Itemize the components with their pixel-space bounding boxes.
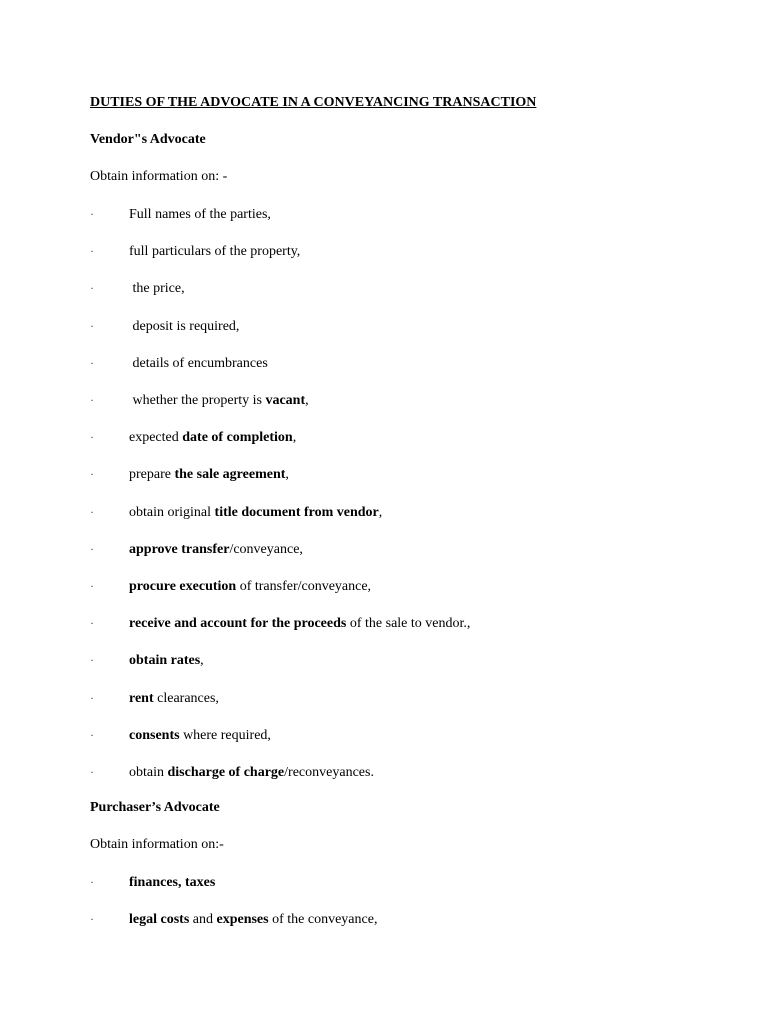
bold-text: rent <box>129 690 154 706</box>
vendor-duty-item-text <box>129 356 268 371</box>
purchaser-intro-text: Obtain information on:- <box>90 837 224 852</box>
plain-text: of transfer/conveyance, <box>236 579 372 594</box>
vendor-duty-item <box>90 577 371 596</box>
vendor-duty-item <box>90 689 219 708</box>
vendor-duty-item-text <box>129 467 289 482</box>
plain-text: , <box>292 430 297 446</box>
vendor-intro-text: Obtain information on: - <box>90 169 228 184</box>
bullet-icon: · <box>90 430 94 445</box>
plain-text: Full names of the parties, <box>129 207 271 222</box>
vendor-duty-item <box>90 651 204 670</box>
purchaser-duty-item <box>90 910 377 929</box>
bold-text: obtain rates <box>129 653 201 669</box>
vendor-duty-item-text <box>129 728 271 743</box>
bold-text: expenses <box>216 912 269 928</box>
vendor-duty-item <box>90 465 289 484</box>
vendor-duty-item <box>90 540 303 559</box>
bold-text: legal costs <box>129 912 190 928</box>
bullet-icon: · <box>90 579 94 593</box>
vendor-duty-item <box>90 726 271 745</box>
vendor-duty-item <box>90 205 271 224</box>
vendor-duty-item-text <box>129 207 271 222</box>
bold-text: consents <box>129 727 180 743</box>
vendor-duty-item <box>90 317 239 336</box>
bold-text: vacant <box>265 393 306 408</box>
bullet-icon: · <box>90 318 94 333</box>
bold-text: discharge of charge <box>167 765 285 780</box>
vendor-duty-item-text <box>129 319 239 334</box>
vendor-duty-item-text <box>129 765 374 780</box>
bullet-icon: · <box>90 467 94 482</box>
purchaser-duty-item-text <box>129 912 377 927</box>
vendor-duty-item-text <box>129 653 204 668</box>
vendor-duty-item <box>90 503 382 522</box>
bullet-icon: · <box>90 616 94 631</box>
plain-text: /conveyance, <box>229 541 303 557</box>
vendor-duty-item <box>90 428 296 447</box>
vendor-duty-item-text <box>129 244 300 259</box>
bullet-icon: · <box>90 875 94 889</box>
plain-text: , <box>305 393 309 408</box>
bold-text: approve transfer <box>129 541 230 557</box>
vendor-advocate-heading: Vendor"s Advocate <box>90 132 206 147</box>
document-title: DUTIES OF THE ADVOCATE IN A CONVEYANCING TRANSACTION <box>90 95 537 110</box>
vendor-duty-item-text <box>129 579 371 594</box>
bullet-icon: · <box>90 727 94 742</box>
bullet-icon: · <box>90 765 94 779</box>
bullet-icon: · <box>90 207 94 221</box>
bullet-icon: · <box>90 690 94 705</box>
plain-text: the price, <box>129 281 185 297</box>
plain-text: details of encumbrances <box>129 355 268 371</box>
plain-text: where required, <box>179 727 271 743</box>
bullet-icon: · <box>90 355 94 370</box>
plain-text: , <box>378 504 383 520</box>
bold-text: finances, taxes <box>129 875 216 890</box>
vendor-duty-item <box>90 391 309 410</box>
bullet-icon: · <box>90 244 94 259</box>
bold-text: procure execution <box>129 579 237 594</box>
purchaser-advocate-heading: Purchaser’s Advocate <box>90 800 220 815</box>
vendor-duty-item <box>90 354 268 373</box>
vendor-duty-item <box>90 242 300 261</box>
plain-text: full particulars of the property, <box>129 244 301 260</box>
bullet-icon: · <box>90 653 94 668</box>
bullet-icon: · <box>90 504 94 519</box>
bullet-icon: · <box>90 281 94 296</box>
purchaser-duty-item-text <box>129 875 215 890</box>
purchaser-duty-item <box>90 873 215 892</box>
bold-text: receive and account for the proceeds <box>129 616 347 632</box>
plain-text: deposit is required, <box>129 318 240 334</box>
bullet-icon: · <box>90 912 94 927</box>
plain-text: obtain <box>129 765 168 780</box>
plain-text: /reconveyances. <box>284 765 374 780</box>
bold-text: title document from vendor <box>214 504 379 520</box>
plain-text: of the conveyance, <box>268 912 378 928</box>
vendor-duty-item <box>90 763 374 782</box>
vendor-duty-item-text <box>129 616 470 631</box>
vendor-duty-item-text <box>129 691 219 706</box>
plain-text: clearances, <box>153 690 219 706</box>
plain-text: , <box>200 653 204 669</box>
bold-text: the sale agreement <box>174 467 286 483</box>
plain-text: and <box>189 912 217 928</box>
plain-text: of the sale to vendor., <box>346 616 471 632</box>
plain-text: prepare <box>129 467 175 483</box>
plain-text: obtain original <box>129 504 215 520</box>
vendor-duty-item-text <box>129 542 303 557</box>
vendor-duty-item-text <box>129 505 382 520</box>
bold-text: date of completion <box>182 430 293 446</box>
vendor-duty-item <box>90 279 185 298</box>
plain-text: expected <box>129 430 183 446</box>
bullet-icon: · <box>90 541 94 556</box>
vendor-duty-item-text <box>129 430 296 445</box>
vendor-duty-item-text <box>129 281 185 296</box>
plain-text: , <box>285 467 289 483</box>
plain-text: whether the property is <box>129 393 266 408</box>
bullet-icon: · <box>90 393 94 407</box>
vendor-duty-item <box>90 614 470 633</box>
vendor-duty-item-text <box>129 393 309 408</box>
